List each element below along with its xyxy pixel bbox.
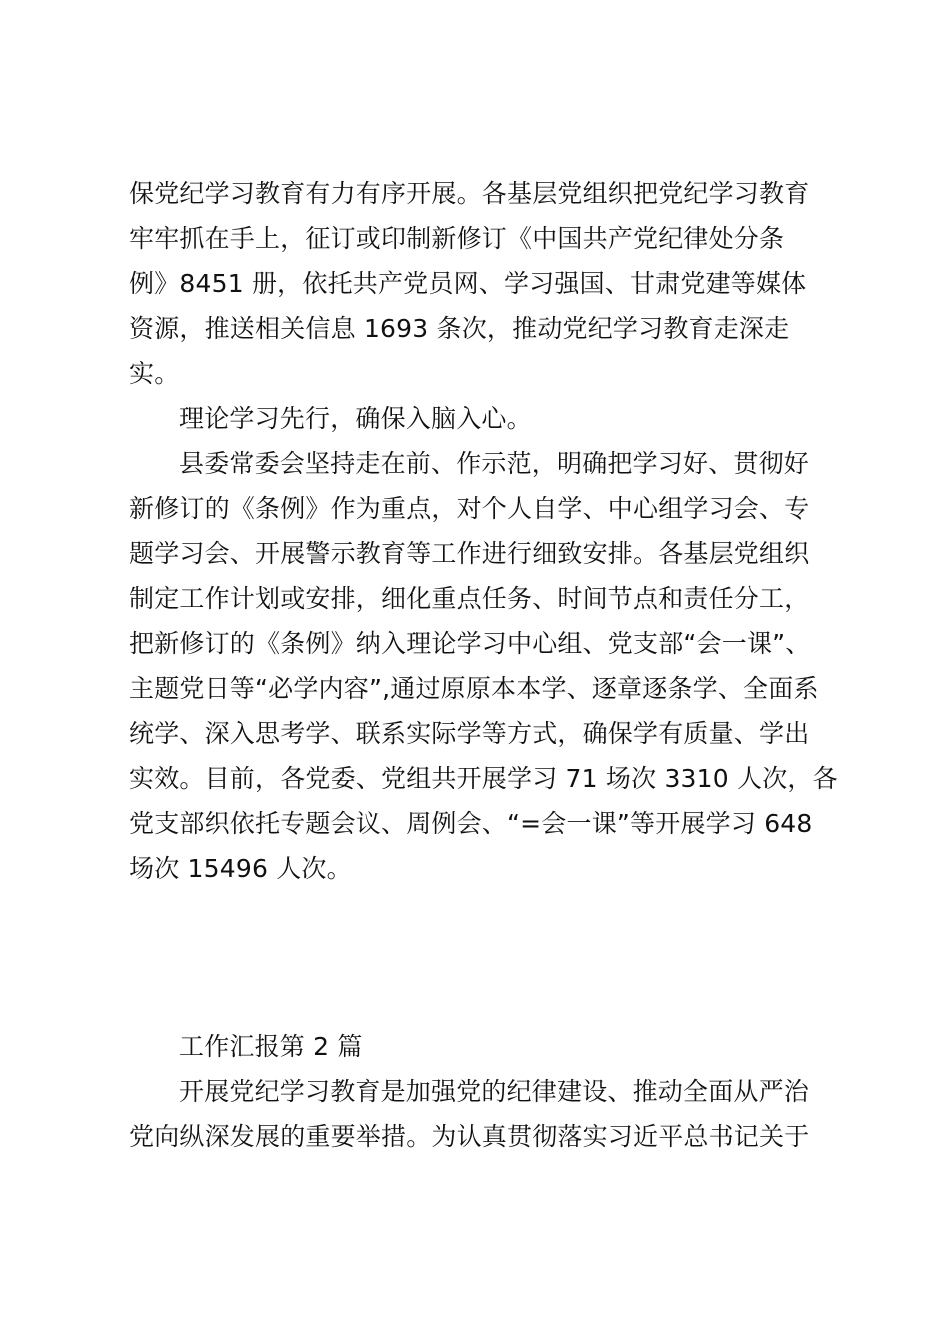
- paragraph-line: 题学习会、开展警示教育等工作进行细致安排。各基层党组织: [129, 539, 810, 568]
- paragraph-line: 资源，推送相关信息 1693 条次，推动党纪学习教育走深走: [129, 314, 790, 343]
- paragraph-line: 党支部织依托专题会议、周例会、“=会一课”等开展学习 648: [129, 809, 813, 838]
- paragraph-line: 把新修订的《条例》纳入理论学习中心组、党支部“会一课”、: [129, 629, 811, 658]
- paragraph-line: 场次 15496 人次。: [129, 854, 352, 883]
- paragraph-line: 实效。目前，各党委、党组共开展学习 71 场次 3310 人次，各: [129, 764, 838, 793]
- paragraph-line: 开展党纪学习教育是加强党的纪律建设、推动全面从严治: [179, 1077, 810, 1106]
- paragraph-line: 制定工作计划或安排，细化重点任务、时间节点和责任分工，: [129, 584, 810, 613]
- paragraph-line: 党向纵深发展的重要举措。为认真贯彻落实习近平总书记关于: [129, 1122, 810, 1151]
- paragraph-line: 新修订的《条例》作为重点，对个人自学、中心组学习会、专: [129, 494, 810, 523]
- paragraph-line: 例》8451 册，依托共产党员网、学习强国、甘肃党建等媒体: [129, 269, 807, 298]
- paragraph-line: 主题党日等“必学内容”,通过原原本本学、逐章逐条学、全面系: [129, 674, 819, 703]
- paragraph-line: 保党纪学习教育有力有序开展。各基层党组织把党纪学习教育: [129, 179, 810, 208]
- section-title: 工作汇报第 2 篇: [179, 1032, 363, 1061]
- paragraph-line: 统学、深入思考学、联系实际学等方式，确保学有质量、学出: [129, 719, 810, 748]
- paragraph-line: 牢牢抓在手上，征订或印制新修订《中国共产党纪律处分条: [129, 224, 785, 253]
- section-heading: 理论学习先行，确保入脑入心。: [179, 404, 532, 433]
- paragraph-line: 县委常委会坚持走在前、作示范，明确把学习好、贯彻好: [179, 449, 810, 478]
- paragraph-line: 实。: [129, 359, 180, 388]
